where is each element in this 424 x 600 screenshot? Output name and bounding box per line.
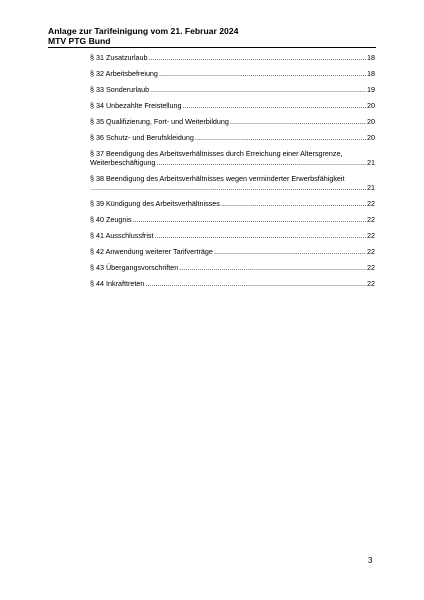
toc-entry-page: 20: [367, 101, 375, 110]
toc-entry-title: Weiterbeschäftigung: [90, 158, 156, 167]
toc-leader-dots: [156, 158, 366, 167]
toc-entry-page: 19: [367, 85, 375, 94]
toc-leader-dots: [155, 231, 366, 240]
toc-leader-dots: [179, 263, 366, 272]
toc-entry-title: § 34 Unbezahlte Freistellung: [90, 101, 182, 110]
toc-entry-page: 21: [367, 158, 375, 167]
toc-entry-title: § 42 Anwendung weiterer Tarifverträge: [90, 247, 213, 256]
toc-entry-page: 22: [367, 231, 375, 240]
toc-entry-31[interactable]: [90, 53, 375, 62]
toc-entry-35[interactable]: [90, 117, 375, 126]
toc-entry-43[interactable]: [90, 263, 375, 272]
toc-entry-page: 22: [367, 215, 375, 224]
toc-entry-title: § 33 Sonderurlaub: [90, 85, 150, 94]
toc-entry-title: § 44 Inkrafttreten: [90, 279, 145, 288]
toc-entry-title: § 31 Zusatzurlaub: [90, 53, 148, 62]
toc-entry-page: 20: [367, 133, 375, 142]
header-subtitle: MTV PTG Bund: [48, 36, 111, 46]
toc-leader-dots: [221, 199, 366, 208]
toc-entry-page: 18: [367, 69, 375, 78]
toc-entry-title-line1: § 38 Beendigung des Arbeitsverhältnisses wegen verminderter Erwerbsfähigkeit: [90, 174, 345, 183]
toc-entry-title: § 35 Qualifizierung, Fort- und Weiterbildung: [90, 117, 229, 126]
toc-leader-dots: [150, 85, 366, 94]
toc-entry-33[interactable]: [90, 85, 375, 94]
toc-entry-44[interactable]: [90, 279, 375, 288]
toc-entry-title: § 40 Zeugnis: [90, 215, 132, 224]
toc-leader-dots: [183, 101, 367, 110]
toc-entry-42[interactable]: [90, 247, 375, 256]
toc-entry-page: 22: [367, 279, 375, 288]
table-of-contents: [90, 53, 375, 288]
toc-entry-32[interactable]: [90, 69, 375, 78]
toc-leader-dots: [145, 279, 366, 288]
toc-entry-page: 21: [367, 183, 375, 192]
toc-leader-dots: [230, 117, 366, 126]
page-number: 3: [368, 556, 373, 565]
toc-entry-40[interactable]: [90, 215, 375, 224]
toc-leader-dots: [214, 247, 366, 256]
toc-leader-dots: [159, 69, 366, 78]
page-header: [48, 26, 376, 48]
toc-entry-title: § 36 Schutz- und Berufskleidung: [90, 133, 194, 142]
toc-entry-34[interactable]: [90, 101, 375, 110]
toc-leader-dots: [133, 215, 366, 224]
toc-entry-41[interactable]: [90, 231, 375, 240]
toc-entry-title: § 41 Ausschlussfrist: [90, 231, 154, 240]
toc-entry-36[interactable]: [90, 133, 375, 142]
toc-entry-39[interactable]: [90, 199, 375, 208]
toc-entry-page: 22: [367, 247, 375, 256]
toc-entry-page: 22: [367, 199, 375, 208]
toc-entry-title: § 39 Kündigung des Arbeitsverhältnisses: [90, 199, 220, 208]
toc-entry-page: 20: [367, 117, 375, 126]
toc-entry-37[interactable]: [90, 149, 375, 167]
toc-leader-dots: [195, 133, 366, 142]
toc-entry-38[interactable]: [90, 174, 375, 192]
toc-entry-title: § 43 Übergangsvorschriften: [90, 263, 179, 272]
header-title: Anlage zur Tarifeinigung vom 21. Februar 2024: [48, 26, 239, 36]
toc-entry-title-line1: § 37 Beendigung des Arbeitsverhältnisses durch Erreichung einer Altersgrenze,: [90, 149, 343, 158]
toc-leader-dots: [91, 183, 366, 192]
toc-leader-dots: [149, 53, 366, 62]
toc-entry-page: 22: [367, 263, 375, 272]
toc-entry-title: § 32 Arbeitsbefreiung: [90, 69, 158, 78]
toc-entry-page: 18: [367, 53, 375, 62]
